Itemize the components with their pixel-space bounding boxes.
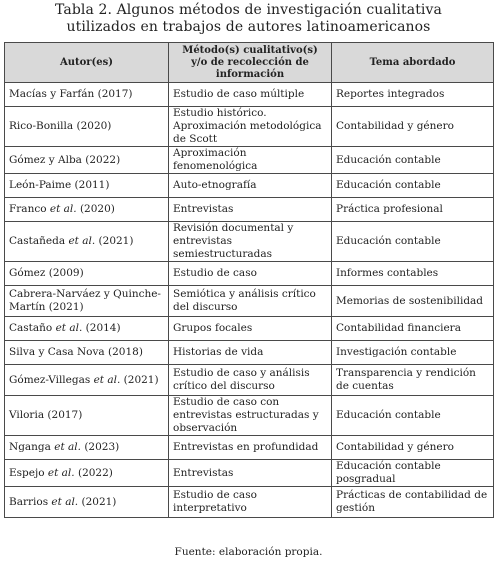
- author-text: (2014): [82, 322, 121, 334]
- table-caption: [0, 0, 497, 36]
- author-text: Castaño: [9, 322, 56, 334]
- header-topic: Tema abordado: [332, 43, 494, 83]
- table-header-row: [5, 43, 494, 83]
- et-al-italic: et al.: [93, 373, 121, 386]
- et-al-italic: et al.: [51, 495, 79, 508]
- et-al-italic: et al.: [49, 203, 77, 215]
- table-row: [5, 198, 494, 222]
- cell-author: [5, 487, 169, 518]
- et-al-italic: et al.: [68, 235, 96, 247]
- table-body: [5, 83, 494, 518]
- cell-author: León-Paime (2011): [5, 174, 169, 198]
- cell-method: Grupos focales: [169, 317, 332, 341]
- cell-topic: Contabilidad y género: [332, 436, 494, 460]
- cell-topic: Prácticas de contabilidad de gestión: [332, 487, 494, 518]
- cell-topic: Reportes integrados: [332, 83, 494, 107]
- cell-author: Viloria (2017): [5, 396, 169, 436]
- header-author: Autor(es): [5, 43, 169, 83]
- cell-method: Estudio de caso interpretativo: [169, 487, 332, 518]
- cell-method: Estudio histórico. Aproximación metodológica de Scott: [169, 107, 332, 147]
- author-text: Barrios: [9, 495, 52, 508]
- et-al-italic: et al.: [55, 322, 83, 334]
- table-row: [5, 174, 494, 198]
- author-text: Castañeda: [9, 235, 69, 247]
- author-text: (2022): [74, 466, 113, 479]
- cell-method: Historias de vida: [169, 341, 332, 365]
- cell-author: Gómez y Alba (2022): [5, 147, 169, 174]
- cell-author: Macías y Farfán (2017): [5, 83, 169, 107]
- author-text: Espejo: [9, 466, 48, 479]
- cell-topic: Educación contable: [332, 147, 494, 174]
- table-row: [5, 147, 494, 174]
- table-row: [5, 341, 494, 365]
- cell-topic: Educación contable: [332, 222, 494, 262]
- cell-method: Estudio de caso: [169, 262, 332, 286]
- cell-author: Cabrera-Narváez y Quinche-Martín (2021): [5, 286, 169, 317]
- cell-topic: Transparencia y rendición de cuentas: [332, 365, 494, 396]
- cell-topic: Educación contable posgradual: [332, 460, 494, 487]
- table-row: [5, 222, 494, 262]
- cell-topic: Contabilidad financiera: [332, 317, 494, 341]
- cell-author: [5, 222, 169, 262]
- cell-method: Semiótica y análisis crítico del discurso: [169, 286, 332, 317]
- table-row: [5, 262, 494, 286]
- table-row: [5, 286, 494, 317]
- cell-author: [5, 436, 169, 460]
- author-text: Gómez-Villegas: [9, 373, 94, 386]
- author-text: (2023): [81, 441, 120, 453]
- author-text: (2021): [95, 235, 134, 247]
- table-row: [5, 317, 494, 341]
- table-row: [5, 365, 494, 396]
- cell-method: Estudio de caso con entrevistas estructuradas y observación: [169, 396, 332, 436]
- author-text: (2021): [78, 495, 117, 508]
- cell-author: [5, 317, 169, 341]
- caption-line-1: Tabla 2. Algunos métodos de investigación cualitativa: [55, 2, 442, 18]
- cell-author: [5, 460, 169, 487]
- cell-author: [5, 365, 169, 396]
- table-row: [5, 487, 494, 518]
- cell-author: [5, 198, 169, 222]
- cell-topic: Educación contable: [332, 174, 494, 198]
- cell-method: Entrevistas: [169, 460, 332, 487]
- cell-topic: Investigación contable: [332, 341, 494, 365]
- table-row: [5, 436, 494, 460]
- cell-method: Entrevistas en profundidad: [169, 436, 332, 460]
- cell-method: Entrevistas: [169, 198, 332, 222]
- table-row: [5, 83, 494, 107]
- cell-author: Gómez (2009): [5, 262, 169, 286]
- cell-author: Rico-Bonilla (2020): [5, 107, 169, 147]
- cell-method: Estudio de caso y análisis crítico del discurso: [169, 365, 332, 396]
- cell-method: Aproximación fenomenológica: [169, 147, 332, 174]
- cell-topic: Memorias de sostenibilidad: [332, 286, 494, 317]
- cell-topic: Informes contables: [332, 262, 494, 286]
- author-text: Franco: [9, 203, 50, 215]
- cell-author: Silva y Casa Nova (2018): [5, 341, 169, 365]
- cell-method: Estudio de caso múltiple: [169, 83, 332, 107]
- author-text: (2020): [76, 203, 115, 215]
- et-al-italic: et al.: [54, 441, 81, 453]
- authors-methods-table: [4, 42, 494, 518]
- author-text: Nganga: [9, 441, 55, 453]
- table-row: [5, 396, 494, 436]
- caption-line-2: utilizados en trabajos de autores latinoamericanos: [66, 19, 431, 35]
- cell-topic: Práctica profesional: [332, 198, 494, 222]
- header-method: Método(s) cualitativo(s) y/o de recolección de información: [169, 43, 332, 83]
- cell-method: Auto-etnografía: [169, 174, 332, 198]
- table-row: [5, 460, 494, 487]
- et-al-italic: et al.: [47, 466, 75, 479]
- author-text: (2021): [120, 373, 159, 386]
- cell-topic: Educación contable: [332, 396, 494, 436]
- table-row: [5, 107, 494, 147]
- cell-method: Revisión documental y entrevistas semiestructuradas: [169, 222, 332, 262]
- table-source-note: Fuente: elaboración propia.: [174, 546, 323, 558]
- cell-topic: Contabilidad y género: [332, 107, 494, 147]
